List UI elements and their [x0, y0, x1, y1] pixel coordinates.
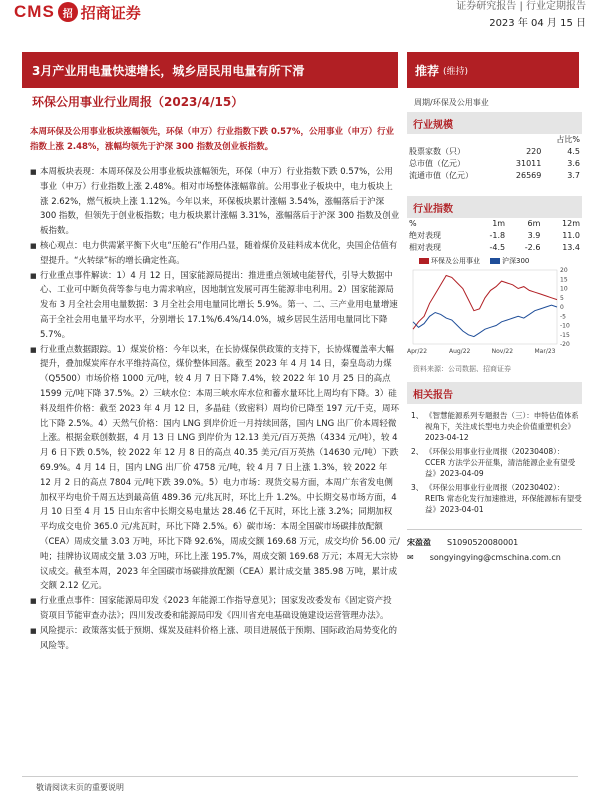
y-tick-label: -20	[560, 341, 570, 348]
report-date: 2023 年 04 月 15 日	[489, 18, 586, 29]
row-value: -4.5	[489, 243, 506, 252]
rating-sub: (维持)	[443, 66, 469, 77]
x-tick-label: Aug/22	[448, 348, 471, 355]
y-tick-label: 15	[560, 276, 568, 284]
report-subtitle: 环保公用事业行业周报（2023/4/15）	[32, 95, 244, 109]
series-line-1	[413, 305, 557, 337]
row-value: -2.6	[524, 243, 541, 252]
body-para: ■ 行业重点事件：国家能源局印发《2023 年能源工作指导意见》；国家发改委发布《固定资产投资项目节能审查办法》；四川发改委和能源局印发《四川省充电基础设施建设运营管理办法》。	[30, 594, 400, 624]
author-name: 宋盈盈	[407, 537, 431, 547]
legend-label: 环保及公用事业	[431, 257, 480, 265]
page-header	[0, 0, 600, 40]
row-value: 11.0	[562, 231, 580, 240]
right-column	[407, 112, 582, 563]
table-row	[407, 158, 582, 170]
company-logo	[14, 2, 141, 22]
report-link[interactable]: 1、 《智慧能源系列专题报告（三）：申特估值体系视角下，关注成长型电力央企价值重塑机会》2023-04-12	[411, 411, 579, 442]
x-tick-label: Mar/23	[534, 348, 556, 355]
report-link[interactable]: 2、 《环保公用事业行业周报（20230408）：CCER 方法学公开征集，清洁能源企业有望受益》2023-04-09	[411, 447, 576, 478]
rating-bar	[407, 52, 579, 88]
related-reports-header: 相关报告	[407, 382, 582, 404]
email-icon: ✉	[407, 552, 414, 562]
x-tick-label: Nov/22	[491, 348, 514, 355]
col-header: 12m	[562, 219, 580, 228]
report-title[interactable]: 《环保公用事业行业周报（20230402）：REITs 常态化发行加速推进，环保能源标有望受益》2023-04-01	[425, 483, 582, 514]
y-tick-label: -10	[560, 322, 570, 330]
legend-label: 沪深300	[502, 257, 530, 265]
body-para: ■ 核心观点：电力供需紧平衡下火电“压舱石”作用凸显，随着煤价及硅料成本优化，央国企估值有望提升。“火转绿”标的增长确定性高。	[30, 239, 400, 269]
col-header: 1m	[492, 219, 506, 228]
table-row	[407, 170, 582, 182]
table-row	[407, 230, 582, 242]
series-line-0	[413, 276, 557, 330]
col-header: %	[409, 219, 417, 228]
related-reports	[407, 410, 582, 515]
row-label: 总市值（亿元）	[409, 159, 465, 168]
logo-badge: 招	[58, 2, 78, 22]
row-value: 220	[526, 147, 542, 156]
row-label: 相对表现	[409, 243, 441, 252]
chart-legend	[419, 256, 582, 266]
category: 周期/环保及公用事业	[414, 98, 489, 107]
footer-divider	[22, 776, 578, 777]
plot-area	[413, 270, 557, 344]
title-bar: 3月产业用电量快速增长，城乡居民用电量有所下滑	[22, 52, 398, 88]
x-tick-label: Apr/22	[407, 348, 428, 355]
report-type: 证券研究报告 | 行业定期报告	[456, 1, 586, 12]
industry-size-header: 行业规模	[407, 112, 582, 134]
legend-item	[419, 256, 480, 266]
report-title[interactable]: 《智慧能源系列专题报告（三）：申特估值体系视角下，关注成长型电力央企价值重塑机会》2023-04-12	[425, 411, 579, 442]
author-license: S1090520080001	[447, 537, 519, 547]
logo-cms: CMS	[14, 2, 55, 21]
row-pct: 3.7	[567, 171, 580, 180]
index-chart	[407, 266, 582, 358]
y-tick-label: -15	[560, 331, 570, 339]
industry-size-table	[407, 134, 582, 182]
row-value: -1.8	[489, 231, 506, 240]
row-value: 31011	[515, 159, 542, 168]
pct-header: 占比%	[556, 135, 580, 144]
col-header: 6m	[527, 219, 541, 228]
body-text	[30, 165, 400, 653]
industry-index-header: 行业指数	[407, 196, 582, 218]
y-tick-label: 10	[560, 285, 568, 293]
body-para: ■ 行业重点事件解读：1）4 月 12 日，国家能源局提出：推进重点领域电能替代，引导大数据中心、工业可中断负荷等参与电力需求响应，因地制宜发展可再生能源非电利用。2）国家能源局发布 3 月全社会用电量数据：3 月全社会用电量同比增长 5.9%。第一、二、三产业用电量增速高于全社会用电量平均水平，分别增长 17.1%/6.4%/14.0%，城乡居民生活用电量同比下降 5.7%。	[30, 269, 400, 343]
footer-note: 敬请阅读末页的重要说明	[36, 783, 124, 792]
table-row	[407, 242, 582, 254]
row-value: 3.9	[527, 231, 541, 240]
report-link[interactable]: 3、 《环保公用事业行业周报（20230402）：REITs 常态化发行加速推进，环保能源标有望受益》2023-04-01	[411, 483, 582, 514]
body-para: ■ 本周板块表现：本周环保及公用事业板块涨幅领先，环保（申万）行业指数下跌 0.57%，公用事业（申万）行业指数上涨 2.48%。相对市场整体涨幅靠前。公用事业子板块中，电力板块上涨 2.62%，燃气板块上涨 1.12%。今年以来，环保板块累计涨幅 3.54%，涨幅落后于沪深 300 指数，但领先于创业板指数；电力板块累计涨幅 3.31%，涨幅落后于沪深 300 指数及创业板指数。	[30, 165, 400, 239]
industry-index-table	[407, 218, 582, 254]
y-tick-label: 5	[560, 294, 564, 302]
row-value: 13.4	[562, 243, 580, 252]
report-title[interactable]: 《环保公用事业行业周报（20230408）：CCER 方法学公开征集，清洁能源企业有望受益》2023-04-09	[425, 447, 576, 478]
row-pct: 3.6	[567, 159, 580, 168]
row-pct: 4.5	[567, 147, 580, 156]
author-email[interactable]: songyingying@cmschina.com.cn	[429, 552, 561, 562]
body-para: ■ 风险提示：政策落实低于预期、煤炭及硅料价格上涨、项目进展低于预期、国际政治局势变化的风险等。	[30, 624, 400, 654]
rating-label: 推荐	[415, 63, 440, 78]
logo-cn: 招商证券	[80, 3, 141, 22]
table-row	[407, 146, 582, 158]
row-label: 绝对表现	[409, 231, 441, 240]
chart-source: 资料来源：公司数据、招商证券	[413, 365, 511, 373]
y-tick-label: -5	[560, 313, 566, 321]
author-block	[407, 529, 582, 563]
row-label: 股票家数（只）	[409, 147, 465, 156]
row-value: 26569	[515, 171, 542, 180]
row-label: 流通市值（亿元）	[409, 171, 473, 180]
y-tick-label: 20	[560, 267, 568, 274]
legend-item	[490, 256, 529, 266]
lead-paragraph: 本周环保及公用事业板块涨幅领先，环保（申万）行业指数下跌 0.57%，公用事业（申万）行业指数上涨 2.48%，涨幅均领先于沪深 300 指数及创业板指数。	[30, 127, 394, 152]
body-para: ■ 行业重点数据跟踪。1）煤炭价格：今年以来，在长协煤保供政策的支持下，长协煤覆盖率大幅提升，叠加煤炭库存水平维持高位，煤价整体回落。截至 2023 年 4 月 14 日，秦皇岛动力煤（Q5500）市场价格 1000 元/吨，较 4 月 7 日下降 7.4%，较 2022 年 10 月 25 日的高点 1599 元/吨下降 37.5%。2）三峡水位：本周三峡水库水位和蓄水量环比上周均有下降。3）硅料及组件价格：截至 2023 年 4 月 12 日，多晶硅（致密料）周均价已降至 197 元/千克，周环比下降 2.5%。4）天然气价格：国内 LNG 到岸价近一月持续回落，国内 LNG 出厂价本周轻微上涨。根据金联创数据，4 月 13 日 LNG 到岸价为 12.13 美元/百万英热（4334 元/吨），较 4 月 6 日下跌 0.5%，较 2022 年 12 月 8 日的高点 40.35 美元/百万英热（14630 元/吨）下跌 69.9%。4 月 14 日，国内 LNG 出厂价 4758 元/吨，较 4 月 7 日上涨 1.3%，较 2022 年 12 月 2 日的高点 7804 元/吨下跌 39.0%。5）电力市场：现货交易方面，本周广东省发电侧加权平均电价千周五达到最高值 489.36 元/兆瓦时，环比上升 1.2%。中长期交易市场方面，4 月 10 日至 4 月 15 日山东省中长期交易电量达 28.46 亿千瓦时，环比上涨 3.2%；同期加权平均成交电价 365.0 元/兆瓦时，环比下降 2.5%。6）碳市场：本周全国碳市场碳排放配额（CEA）周成交量 3.03 万吨，环比下降 92.6%，周成交额 169.68 万元，成交均价 56.00 元/吨；挂牌协议周成交量 3.03 万吨，环比上涨 195.7%，周成交额 169.68 万元；本周无大宗协议成交。截至本周，2023 年全国碳市场碳排放配额（CEA）累计成交量 385.98 万吨，累计成交额 2.12 亿元。	[30, 343, 400, 595]
y-tick-label: 0	[560, 304, 564, 311]
